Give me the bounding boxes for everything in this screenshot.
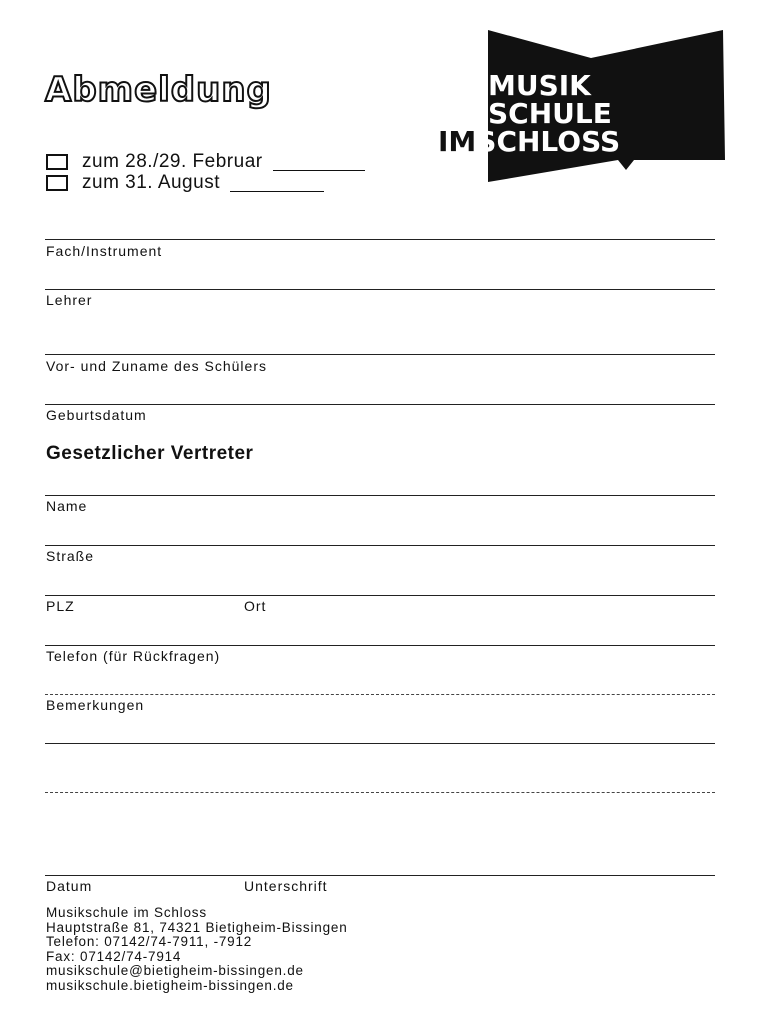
strasse-label: Straße	[46, 548, 95, 564]
option-februar-label: zum 28./29. Februar	[82, 151, 263, 172]
checkbox-februar[interactable]	[46, 154, 68, 170]
logo	[436, 30, 726, 186]
plz-input[interactable]	[45, 560, 235, 594]
telefon-line	[45, 645, 715, 646]
lehrer-input[interactable]	[45, 254, 715, 288]
lehrer-line	[45, 289, 715, 290]
telefon-label: Telefon (für Rückfragen)	[46, 648, 221, 664]
option-august-label: zum 31. August	[82, 172, 220, 193]
geburtsdatum-line	[45, 404, 715, 405]
bemerkungen-line-3	[45, 792, 715, 793]
footer-address	[46, 906, 348, 994]
unterschrift-label: Unterschrift	[244, 878, 328, 894]
footer-email: musikschule@bietigheim-bissingen.de	[46, 963, 304, 979]
unterschrift-input[interactable]	[243, 840, 715, 874]
fach-input[interactable]	[45, 204, 715, 238]
geburtsdatum-label: Geburtsdatum	[46, 407, 147, 423]
name-schueler-input[interactable]	[45, 319, 715, 353]
bemerkungen-line	[45, 694, 715, 695]
option-august[interactable]	[46, 173, 324, 193]
geburtsdatum-input[interactable]	[45, 369, 715, 403]
datum-label: Datum	[46, 878, 93, 894]
guardian-name-input[interactable]	[45, 460, 715, 494]
ort-label: Ort	[244, 598, 267, 614]
footer-website: musikschule.bietigheim-bissingen.de	[46, 977, 294, 993]
option-august-blank	[230, 175, 324, 192]
option-februar[interactable]	[46, 152, 365, 172]
bemerkungen-input-3[interactable]	[45, 758, 715, 792]
footer-fax: Fax: 07142/74-7914	[46, 948, 182, 964]
footer-street: Hauptstraße 81, 74321 Bietigheim-Bissingen	[46, 919, 348, 935]
page-title: Abmeldung	[45, 70, 272, 110]
bemerkungen-line-2	[45, 743, 715, 744]
logo-text-schloss: SCHLOSS	[476, 125, 621, 158]
logo-text-im: IM	[438, 125, 477, 158]
plz-label: PLZ	[46, 598, 75, 614]
ort-input[interactable]	[243, 560, 715, 594]
fach-label: Fach/Instrument	[46, 243, 163, 259]
guardian-heading: Gesetzlicher Vertreter	[46, 443, 254, 464]
checkbox-august[interactable]	[46, 175, 68, 191]
strasse-line	[45, 545, 715, 546]
guardian-name-label: Name	[46, 498, 88, 514]
datum-input[interactable]	[45, 840, 235, 874]
bemerkungen-input[interactable]	[45, 659, 715, 693]
strasse-input[interactable]	[45, 510, 715, 544]
bemerkungen-label: Bemerkungen	[46, 697, 145, 713]
lehrer-label: Lehrer	[46, 292, 93, 308]
logo-text-musik: MUSIK	[488, 69, 591, 102]
name-schueler-label: Vor- und Zuname des Schülers	[46, 358, 267, 374]
option-februar-blank	[273, 154, 365, 171]
logo-text-schule: SCHULE	[488, 97, 612, 130]
logo-text-imschloss	[438, 125, 621, 158]
bemerkungen-input-2[interactable]	[45, 709, 715, 743]
plz-ort-line	[45, 595, 715, 596]
telefon-input[interactable]	[45, 610, 715, 644]
guardian-name-line	[45, 495, 715, 496]
name-schueler-line	[45, 354, 715, 355]
signature-line	[45, 875, 715, 876]
fach-line	[45, 239, 715, 240]
footer-phone: Telefon: 07142/74-7911, -7912	[46, 934, 253, 950]
footer-org: Musikschule im Schloss	[46, 905, 207, 920]
